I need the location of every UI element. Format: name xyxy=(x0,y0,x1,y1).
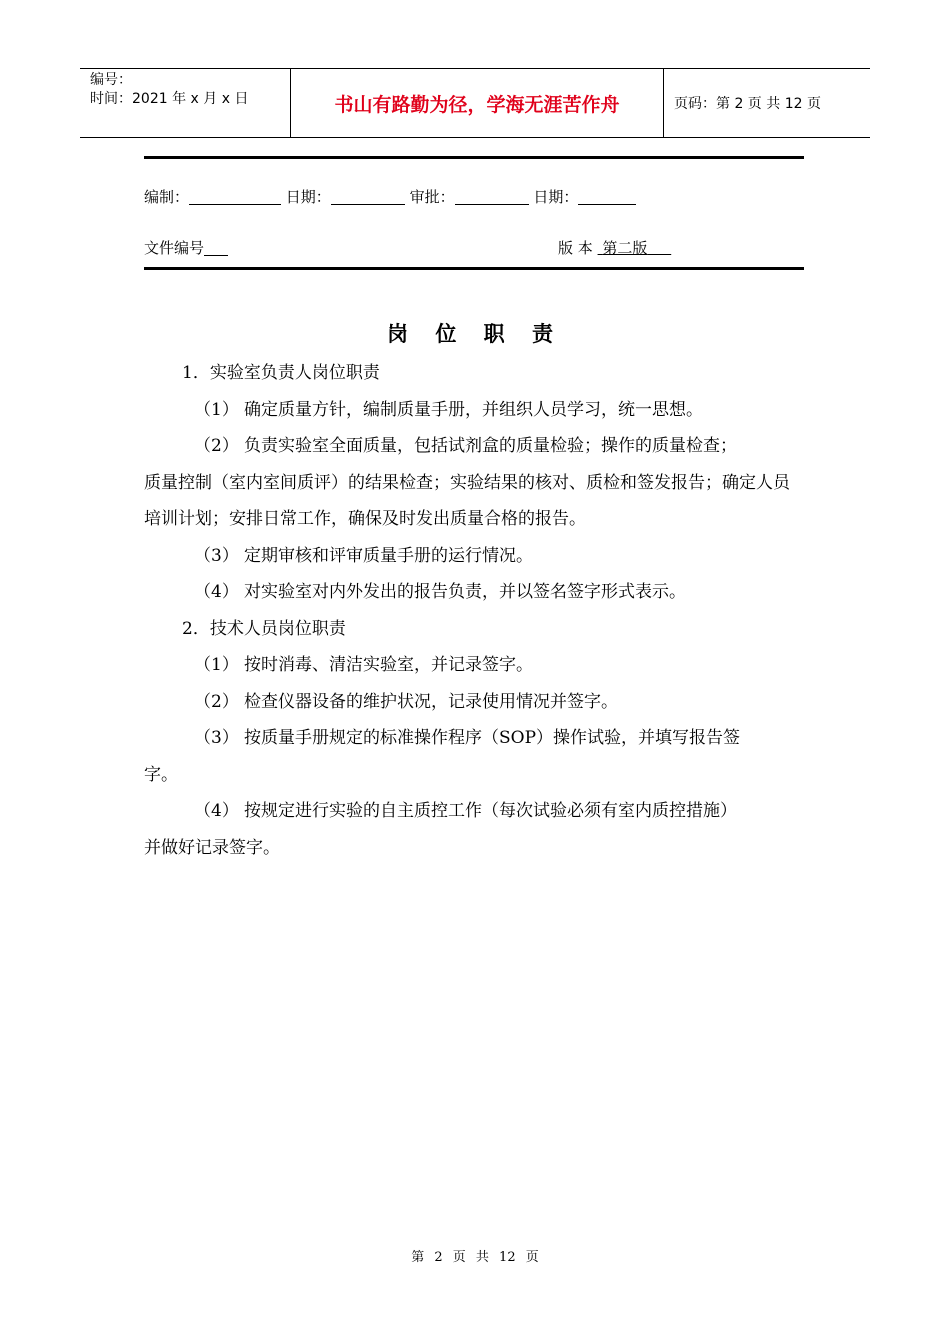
list-item: （2） 检查仪器设备的维护状况，记录使用情况并签字。 xyxy=(194,691,618,712)
file-info-row xyxy=(144,237,804,258)
page-footer: 第 2 页 共 12 页 xyxy=(411,1250,539,1265)
file-no-label: 文件编号 xyxy=(144,239,205,257)
header-page-info: 页码：第 2 页 共 12 页 xyxy=(674,96,821,112)
list-item: （4） 对实验室对内外发出的报告负责，并以签名签字形式表示。 xyxy=(194,582,686,602)
version-value: 第二版 xyxy=(602,239,648,257)
list-item: （4） 按规定进行实验的自主质控工作（每次试验必须有室内质控措施） xyxy=(194,801,737,821)
list-item: （3） 定期审核和评审质量手册的运行情况。 xyxy=(194,545,533,566)
version-block xyxy=(558,237,671,258)
date-field-2 xyxy=(578,190,636,205)
duties-content xyxy=(144,355,806,866)
header-motto: 书山有路勤为径，学海无涯苦作舟 xyxy=(290,69,664,137)
author-label: 编制： xyxy=(144,188,190,206)
signature-row xyxy=(144,186,636,207)
page-header xyxy=(80,68,870,138)
date-field-1 xyxy=(331,190,405,205)
approve-field xyxy=(455,190,529,205)
list-item: （1） 确定质量方针，编制质量手册，并组织人员学习，统一思想。 xyxy=(194,399,703,420)
section-heading: 1．实验室负责人岗位职责 xyxy=(182,363,380,383)
author-field xyxy=(189,190,281,205)
bottom-rule xyxy=(144,267,804,270)
date-label-2: 日期： xyxy=(533,188,579,206)
header-number-label: 编号： xyxy=(90,72,132,88)
list-item-continuation: 并做好记录签字。 xyxy=(144,837,280,858)
header-meta xyxy=(80,69,290,137)
list-item-continuation: 质量控制（室内室间质评）的结果检查；实验结果的核对、质检和签发报告；确定人员培训计划；安排日常工作，确保及时发出质量合格的报告。 xyxy=(144,472,790,529)
list-item: （2） 负责实验室全面质量，包括试剂盒的质量检验；操作的质量检查； xyxy=(194,436,737,456)
version-label: 版 本 xyxy=(558,239,593,257)
file-no-field xyxy=(204,241,228,256)
page-title: 岗 位 职 责 xyxy=(387,321,563,346)
section-heading: 2．技术人员岗位职责 xyxy=(182,618,346,639)
list-item: （1） 按时消毒、清洁实验室，并记录签字。 xyxy=(194,655,533,675)
header-time-label: 时间：2021 年 x 月 x 日 xyxy=(90,91,249,107)
date-label-1: 日期： xyxy=(285,188,331,206)
list-item-continuation: 字。 xyxy=(144,764,178,785)
approve-label: 审批： xyxy=(409,188,455,206)
top-rule xyxy=(144,156,804,159)
list-item: （3） 按质量手册规定的标准操作程序（SOP）操作试验，并填写报告签 xyxy=(194,728,741,748)
